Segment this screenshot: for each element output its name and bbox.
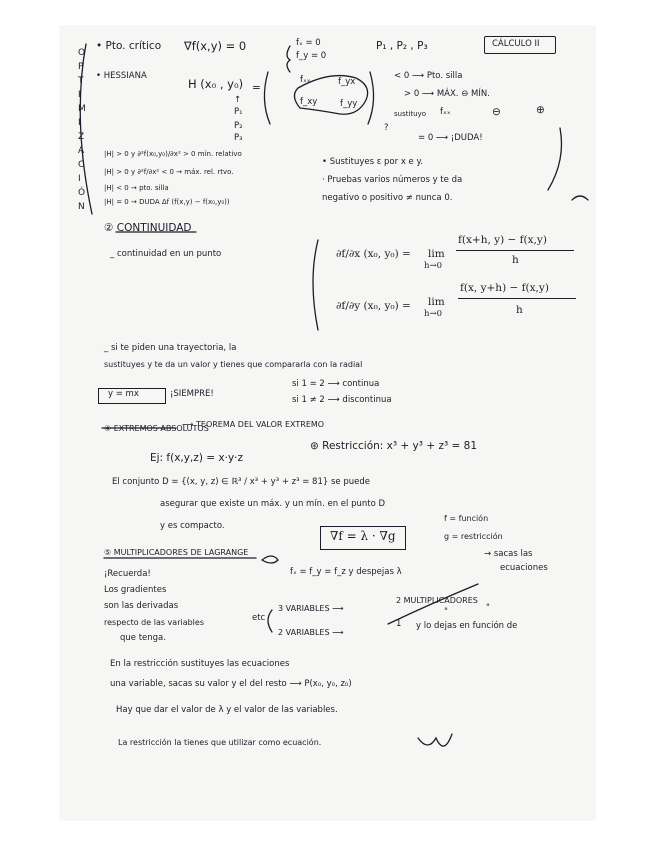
matrix-fxx: fₓₓ <box>300 75 311 85</box>
matrix-fyx: f_yx <box>338 77 356 87</box>
right-brace <box>548 128 562 190</box>
restriction-step-2: una variable, sacas su valor y el del resto ⟶ P(x₀, y₀, z₀) <box>110 679 352 689</box>
compact-note: y es compacto. <box>160 521 225 531</box>
hessian-point: P₂ <box>234 121 243 131</box>
margin-letter: C <box>78 160 85 170</box>
fraction-bar <box>458 298 576 299</box>
lagrange-title: ⑤ MULTIPLICADORES DE LAGRANGE <box>104 548 249 557</box>
partial-y-denominator: h <box>516 304 523 316</box>
gradient-brace <box>287 46 290 72</box>
margin-letter: A <box>78 146 85 156</box>
partial-y-numerator: f(x, y+h) − f(x,y) <box>460 282 549 294</box>
ditto-mark: " <box>486 603 490 613</box>
g-meaning: g = restricción <box>444 532 503 541</box>
limit-y-sub: h→0 <box>424 309 443 319</box>
margin-letter: T <box>78 76 84 86</box>
substitute-note-2: · Pruebas varios números y te da <box>322 175 463 185</box>
margin-letter: Ó <box>78 188 86 198</box>
margin-letter: O <box>78 48 86 58</box>
function-of-note: y lo dejas en función de <box>416 621 518 631</box>
substitute-note-1: • Sustituyes ε por x e y. <box>322 157 424 167</box>
siempre-text: ¡SIEMPRE! <box>170 389 214 399</box>
limit-x-sub: h→0 <box>424 261 443 271</box>
hessian-label: • HESSIANA <box>96 71 147 81</box>
result-sustituyo: sustituyo <box>394 110 427 118</box>
partial-x-left: ∂f/∂x (x₀, y₀) = <box>336 248 411 260</box>
discontinuous-case: si 1 ≠ 2 ⟶ discontinua <box>292 395 392 405</box>
margin-letter: P <box>78 62 84 72</box>
two-variables: 2 VARIABLES ⟶ <box>278 628 344 637</box>
max-min-assurance: asegurar que existe un máx. y un mín. en el punto D <box>160 499 386 509</box>
margin-letter: Z <box>78 132 85 142</box>
result-duda: = 0 ⟶ ¡DUDA! <box>418 133 483 143</box>
restriction-step-3: Hay que dar el valor de λ y el valor de las variables. <box>116 705 338 715</box>
fraction-bar <box>456 250 574 251</box>
course-title: CÁLCULO II <box>492 39 540 49</box>
continuity-title: ② CONTINUIDAD <box>104 222 192 234</box>
example-function: Ej: f(x,y,z) = x·y·z <box>150 452 244 464</box>
partial-x-denominator: h <box>512 254 519 266</box>
margin-letter: M <box>78 104 86 114</box>
criterion-silla: |H| < 0 → pto. silla <box>104 184 169 192</box>
hessian-point: P₃ <box>234 133 243 143</box>
margin-letter: I <box>78 118 81 128</box>
partial-x-numerator: f(x+h, y) − f(x,y) <box>458 234 547 246</box>
lagrange-formula: ∇f = λ · ∇g <box>330 529 396 543</box>
substitute-note-3: negativo o positivo ≠ nunca 0. <box>322 193 453 203</box>
f-meaning: f = función <box>444 514 489 523</box>
matrix-fxy: f_xy <box>300 97 318 107</box>
set-definition: El conjunto D = {(x, y, z) ∈ ℝ³ / x³ + y³ + z³ = 81} se puede <box>112 477 370 487</box>
ditto-mark: " <box>444 607 448 617</box>
variables-note: respecto de las variables <box>104 618 204 627</box>
question-mark: ? <box>384 123 389 133</box>
extract-equations-2: ecuaciones <box>500 563 548 573</box>
result-fxx: fₓₓ <box>440 107 451 117</box>
three-variables: 3 VARIABLES ⟶ <box>278 604 344 613</box>
absolute-extrema-title: ④ EXTREMOS ABSOLUTOS <box>104 424 209 433</box>
restriction: ⊛ Restricción: x³ + y³ + z³ = 81 <box>310 440 478 452</box>
extreme-value-theorem: ⟶ TEOREMA DEL VALOR EXTREMO <box>182 420 325 429</box>
hessian-function: H (x₀ , y₀) <box>188 77 244 91</box>
hessian-bracket-right <box>368 72 374 124</box>
arrow-head <box>262 556 278 563</box>
continuous-case: si 1 = 2 ⟶ continua <box>292 379 380 389</box>
restriction-step-1: En la restricción sustituyes las ecuaciones <box>110 659 290 669</box>
ymx-text: y = mx <box>108 389 139 399</box>
extract-equations-1: → sacas las <box>484 549 533 559</box>
variables-note-end: que tenga. <box>120 633 166 643</box>
derivatives-note: son las derivadas <box>104 601 179 611</box>
etc-brace <box>268 610 272 632</box>
gradients-note: Los gradientes <box>104 585 167 595</box>
restriction-step-4: La restricción la tienes que utilizar como ecuación. <box>118 738 322 747</box>
criterion-max: |H| > 0 y ∂²f/∂x² < 0 → máx. rel. rtvo. <box>104 168 234 176</box>
partial-y-left: ∂f/∂y (x₀, y₀) = <box>336 300 411 312</box>
brace-fx: fₓ = 0 <box>296 38 321 48</box>
continuity-point: _ continuidad en un punto <box>110 249 222 259</box>
trajectory-line-2: sustituyes y te da un valor y tienes que compararla con la radial <box>104 360 363 369</box>
margin-letter: N <box>78 202 85 212</box>
partials-equal: fₓ = f_y = f_z y despejas λ <box>290 567 402 577</box>
hessian-point-arrow: ↑ <box>234 95 242 105</box>
margin-letter: I <box>78 90 81 100</box>
brace-fy: f_y = 0 <box>296 51 327 61</box>
remember-label: ¡Recuerda! <box>104 569 151 579</box>
margin-letter: I <box>78 174 81 184</box>
continuity-brace <box>313 240 318 330</box>
gradient-equation: ∇f(x,y) = 0 <box>184 39 247 53</box>
criterion-min: |H| > 0 y ∂²f(x₀,y₀)/∂x² > 0 mín. relativo <box>104 150 242 158</box>
result-silla: < 0 ⟶ Pto. silla <box>394 71 463 81</box>
equals-sign: = <box>252 82 261 94</box>
result-maxmin: > 0 ⟶ MÁX. ⊖ MÍN. <box>404 89 490 99</box>
critical-points-list: P₁ , P₂ , P₃ <box>376 40 428 52</box>
limit-x: lim <box>428 248 445 260</box>
trajectory-line-1: _ si te piden una trayectoria, la <box>104 343 237 353</box>
limit-y: lim <box>428 296 445 308</box>
criterion-duda: |H| = 0 → DUDA Δf (f(x,y) − f(x₀,y₀)) <box>104 198 230 206</box>
scribble <box>418 734 452 746</box>
matrix-fyy: f_yy <box>340 99 358 109</box>
critical-points-label: • Pto. crítico <box>96 40 162 52</box>
two-multipliers: 2 MULTIPLICADORES <box>396 596 478 605</box>
result-plus: ⊕ <box>536 104 545 116</box>
etc-label: etc <box>252 613 266 623</box>
right-tilde <box>572 196 588 200</box>
one-multiplier: 1 <box>396 619 402 629</box>
hessian-point: P₁ <box>234 107 243 117</box>
hessian-bracket-left <box>264 72 270 124</box>
result-minus: ⊖ <box>492 106 501 118</box>
